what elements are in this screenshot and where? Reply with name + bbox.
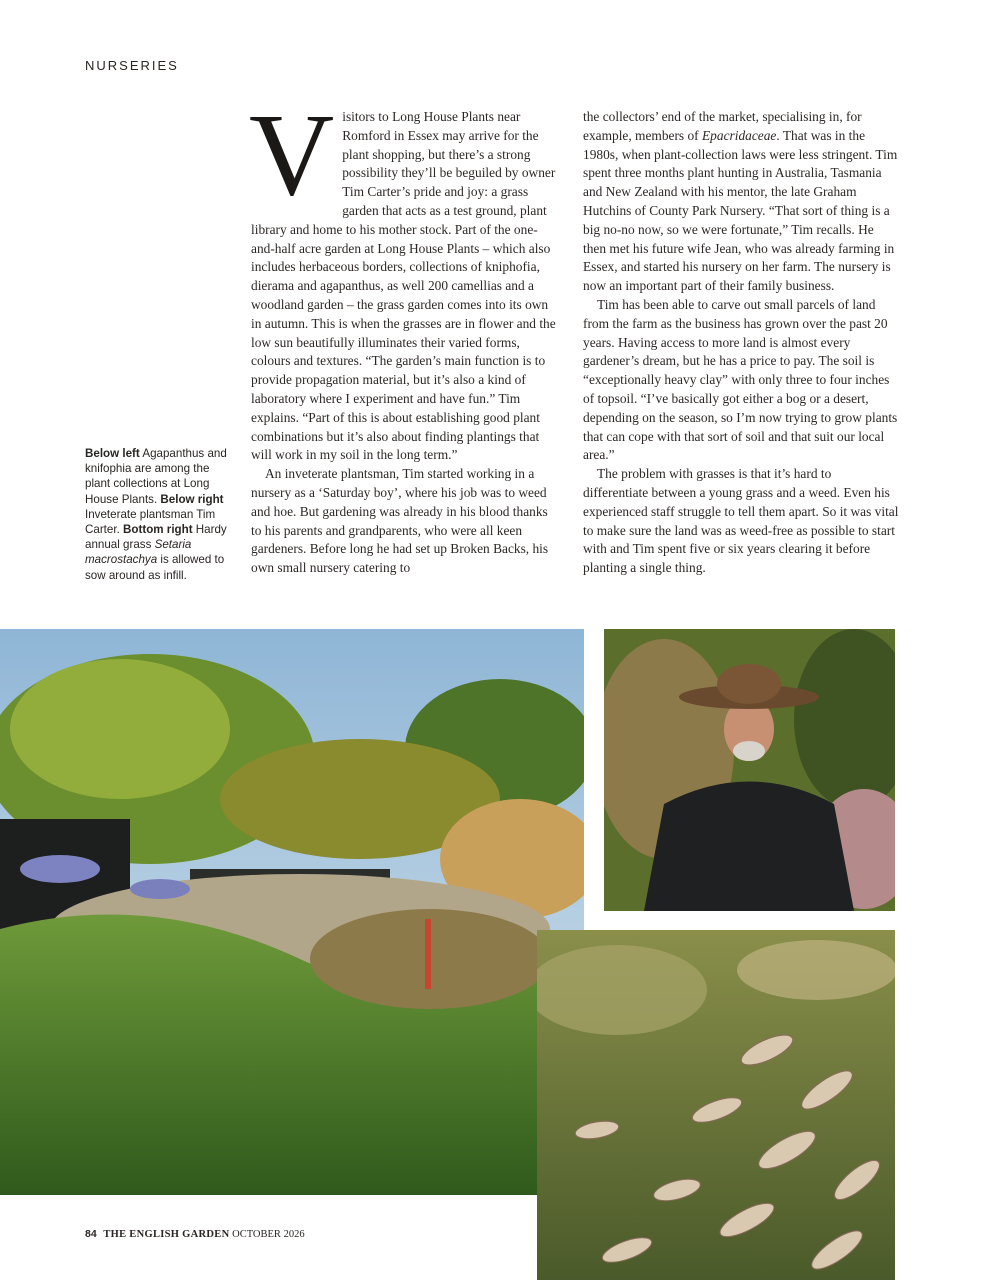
issue-date: OCTOBER 2026: [232, 1229, 305, 1240]
page-footer: [85, 1228, 305, 1240]
page-number: 84: [85, 1228, 97, 1240]
article-paragraph: The problem with grasses is that it’s hard to differentiate between a young grass and a weed. Even his experienced staff struggle to tell them apart. So it was vital to make sure the land was as weed-free as possible to start with and Tim spent five or six years clearing it before planting a single thing.: [583, 466, 899, 576]
setaria-photo: [537, 930, 895, 1280]
article-column-1: [249, 89, 559, 578]
caption-label: Below left: [85, 447, 140, 460]
article-column-2: [583, 108, 899, 578]
drop-cap: V: [249, 89, 335, 220]
article-paragraph: Visitors to Long House Plants near Romford in Essex may arrive for the plant shopping, but there’s a strong possibility they’ll be beguiled by owner Tim Carter’s pride and joy: a grass garden that acts as a test ground, plant library and home to his mother stock. Part of the one-and-half acre garden at Long House Plants – which also includes herbaceous borders, collections of kniphofia, dierama and agapanthus, as well 200 camellias and a woodland garden – the grass garden comes into its own in autumn. This is when the grasses are in flower and the low sun beautifully illuminates their varied forms, colours and textures. “The garden’s main function is to provide propagation material, but it’s also a kind of laboratory where I experiment and have fun.” Tim explains. “Part of this is about establishing good plant combinations but it’s also about finding plantings that will work in my soil in the long term.”: [249, 89, 556, 463]
article-paragraph: the collectors’ end of the market, specialising in, for example, members of Epacridaceae. That was in the 1980s, when plant-collection laws were less stringent. Tim spent three months plant hunting in Australia, Tasmania and New Zealand with his mentor, the late Graham Hutchins of County Park Nursery. “That sort of thing is a big no-no now, so we were fortunate,” Tim recalls. He then met his future wife Jean, who was already farming in Essex, and started his nursery on her farm. The nursery is now an important part of their family business.: [583, 109, 898, 294]
portrait-photo: [604, 629, 895, 911]
article-paragraph: Tim has been able to carve out small parcels of land from the farm as the business has grown over the past 20 years. Having access to more land is almost every gardener’s dream, but he has a price to pay. The soil is “exceptionally heavy clay” with only three to four inches of topsoil. “I’ve basically got either a bog or a desert, depending on the season, so I’m now trying to grow plants that can cope with that sort of soil and that suit our local area.”: [583, 296, 898, 463]
caption-label: Below right: [160, 492, 224, 506]
caption-label: Bottom right: [123, 523, 193, 537]
photo-caption: Below left Agapanthus and knifophia are among the plant collections at Long House Plants. Below right Inveterate plantsman Tim Carter. Bottom right Hardy annual grass Setaria macrostachya is allowed to sow around as infill.: [85, 447, 227, 582]
magazine-name: THE ENGLISH GARDEN: [103, 1229, 230, 1240]
article-paragraph: An inveterate plantsman, Tim started working in a nursery as a ‘Saturday boy’, where his job was to weed and hoe. But gardening was already in his blood thanks to his parents and grandparents, who were all keen gardeners. Before long he had set up Broken Backs, his own small nursery catering to: [251, 466, 549, 576]
garden-photo: [0, 629, 584, 1195]
genus-name: Epacridaceae: [702, 127, 777, 143]
section-label: NURSERIES: [85, 58, 179, 73]
